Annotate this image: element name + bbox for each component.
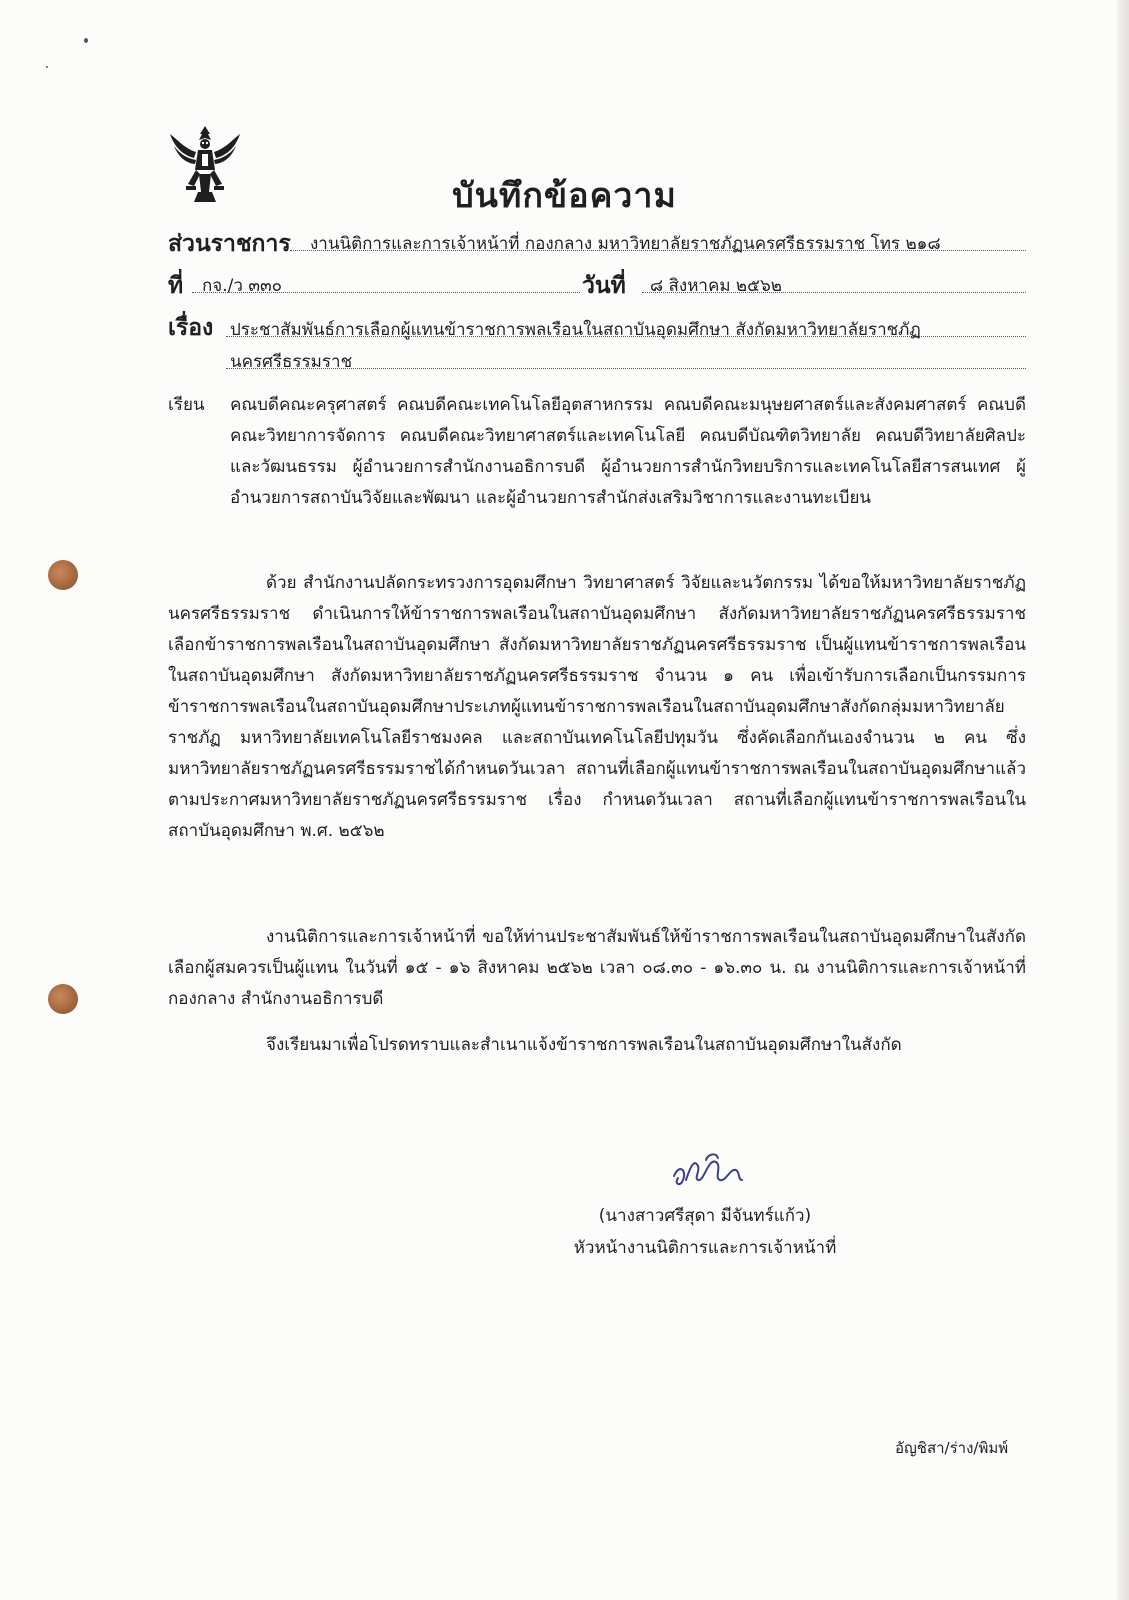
ref-date-row bbox=[168, 268, 1026, 300]
handwritten-signature bbox=[662, 1146, 762, 1192]
subject-line-1: ประชาสัมพันธ์การเลือกผู้แทนข้าราชการพลเรือนในสถาบันอุดมศึกษา สังกัดมหาวิทยาลัยราชภัฏ bbox=[230, 320, 921, 340]
date-label: วันที่ bbox=[582, 273, 626, 299]
agency-row bbox=[168, 226, 1026, 258]
agency-label: ส่วนราชการ bbox=[168, 231, 291, 257]
punch-hole-icon bbox=[48, 560, 78, 590]
closing-line: จึงเรียนมาเพื่อโปรดทราบและสำเนาแจ้งข้าราชการพลเรือนในสถาบันอุดมศึกษาในสังกัด bbox=[266, 1035, 902, 1055]
memo-title: บันทึกข้อความ bbox=[452, 176, 677, 216]
agency-value: งานนิติการและการเจ้าหน้าที่ กองกลาง มหาวิทยาลัยราชภัฏนครศรีธรรมราช โทร ๒๑๘ bbox=[310, 234, 941, 254]
paper-speck bbox=[46, 66, 48, 68]
ref-value: กจ./ว ๓๓๐ bbox=[202, 276, 282, 296]
paper-speck bbox=[84, 38, 88, 43]
punch-hole-icon bbox=[48, 984, 78, 1014]
subject-line-2: นครศรีธรรมราช bbox=[230, 352, 353, 372]
subject-label: เรื่อง bbox=[168, 315, 214, 341]
to-value: คณบดีคณะครุศาสตร์ คณบดีคณะเทคโนโลยีอุตสาหกรรม คณบดีคณะมนุษยศาสตร์และสังคมศาสตร์ คณบดีคณะวิทยาการจัดการ คณบดีคณะวิทยาศาสตร์และเทคโนโลยี คณบดีบัณฑิตวิทยาลัย คณบดีวิทยาลัยศิลปะและวัฒนธรรม ผู้อำนวยการสำนักงานอธิการบดี ผู้อำนวยการสำนักวิทยบริการและเทคโนโลยีสารสนเทศ ผู้อำนวยการสถาบันวิจัยและพัฒนา และผู้อำนวยการสำนักส่งเสริมวิชาการและงานทะเบียน bbox=[230, 395, 1026, 508]
paragraph-1: ด้วย สำนักงานปลัดกระทรวงการอุดมศึกษา วิทยาศาสตร์ วิจัยและนวัตกรรม ได้ขอให้มหาวิทยาลัยราชภัฏนครศรีธรรมราช ดำเนินการให้ข้าราชการพลเรือนในสถาบันอุดมศึกษา สังกัดมหาวิทยาลัยราชภัฏนครศรีธรรมราช เลือกข้าราชการพลเรือนในสถาบันอุดมศึกษา สังกัดมหาวิทยาลัยราชภัฏนครศรีธรรมราช เป็นผู้แทนข้าราชการพลเรือนในสถาบันอุดมศึกษา สังกัดมหาวิทยาลัยราชภัฏนครศรีธรรมราช จำนวน ๑ คน เพื่อเข้ารับการเลือกเป็นกรรมการข้าราชการพลเรือนในสถาบันอุดมศึกษาประเภทผู้แทนข้าราชการพลเรือนในสถาบันอุดมศึกษาสังกัดกลุ่มมหาวิทยาลัยราชภัฏ มหาวิทยาลัยเทคโนโลยีราชมงคล และสถาบันเทคโนโลยีปทุมวัน ซึ่งคัดเลือกกันเองจำนวน ๒ คน ซึ่งมหาวิทยาลัยราชภัฏนครศรีธรรมราชได้กำหนดวันเวลา สถานที่เลือกผู้แทนข้าราชการพลเรือนในสถาบันอุดมศึกษาแล้ว ตามประกาศมหาวิทยาลัยราชภัฏนครศรีธรรมราช เรื่อง กำหนดวันเวลา สถานที่เลือกผู้แทนข้าราชการพลเรือนในสถาบันอุดมศึกษา พ.ศ. ๒๕๖๒ bbox=[168, 573, 1026, 841]
subject-row bbox=[168, 310, 1026, 372]
signature-stroke-icon bbox=[662, 1146, 762, 1192]
ref-label: ที่ bbox=[168, 273, 184, 299]
signer-name: (นางสาวศรีสุดา มีจันทร์แก้ว) bbox=[598, 1206, 812, 1226]
signer-position: หัวหน้างานนิติการและการเจ้าหน้าที่ bbox=[573, 1238, 837, 1258]
paragraph-2: งานนิติการและการเจ้าหน้าที่ ขอให้ท่านประชาสัมพันธ์ให้ข้าราชการพลเรือนในสถาบันอุดมศึกษาในสังกัด เลือกผู้สมควรเป็นผู้แทน ในวันที่ ๑๕ - ๑๖ สิงหาคม ๒๕๖๒ เวลา ๐๘.๓๐ - ๑๖.๓๐ น. ณ งานนิติการและการเจ้าหน้าที่ กองกลาง สำนักงานอธิการบดี bbox=[168, 927, 1026, 1009]
typist-note: อัญชิสา/ร่าง/พิมพ์ bbox=[895, 1439, 1009, 1457]
to-label: เรียน bbox=[168, 395, 205, 415]
date-value: ๘ สิงหาคม ๒๕๖๒ bbox=[650, 276, 782, 296]
page-edge bbox=[1117, 0, 1129, 1600]
